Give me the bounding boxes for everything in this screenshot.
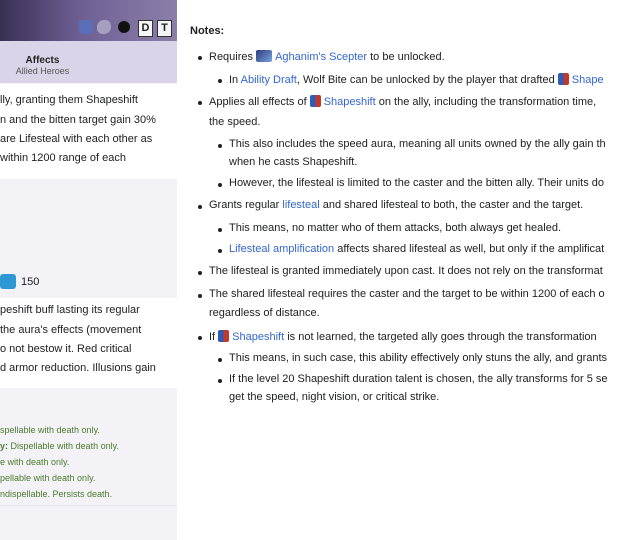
mana-cost-value: 150	[21, 276, 40, 288]
note-line: In Ability Draft, Wolf Bite can be unlocked by the player that drafted Shape	[229, 74, 604, 86]
affects-label: Affects	[25, 55, 60, 66]
ability-description	[0, 84, 177, 179]
shapeshift-icon	[558, 73, 569, 85]
ability-header	[0, 0, 177, 41]
bullet	[198, 56, 202, 60]
note-line: The shared lifesteal requires the caster and the target to be within 1200 of each o	[209, 288, 605, 300]
bullet	[218, 228, 222, 232]
panel-footer	[0, 505, 177, 540]
affects-value: Allied Heroes	[15, 66, 70, 76]
bullet	[198, 336, 202, 340]
bullet	[218, 379, 222, 383]
ability-notes-box	[0, 298, 177, 388]
bullet	[198, 294, 202, 298]
notes-heading: Notes:	[190, 25, 225, 37]
wolf-icon[interactable]	[97, 20, 111, 34]
t-button[interactable]: T	[157, 20, 172, 37]
bullet	[198, 205, 202, 209]
bullet	[198, 271, 202, 275]
note-line: This also includes the speed aura, meaning all units owned by the ally gain th	[229, 138, 606, 150]
note-line-cont: when he casts Shapeshift.	[229, 156, 358, 168]
description-line: are Lifesteal with each other as	[0, 133, 153, 145]
affects-section	[0, 41, 177, 83]
bullet	[218, 249, 222, 253]
talent-line: d armor reduction. Illusions gain	[0, 362, 156, 374]
talent-line: o not bestow it. Red critical	[0, 343, 132, 355]
bullet	[218, 358, 222, 362]
shapeshift-icon	[218, 330, 229, 342]
note-line-cont: regardless of distance.	[209, 307, 320, 319]
lifesteal-link[interactable]: lifesteal	[282, 199, 320, 211]
note-line: However, the lifesteal is limited to the caster and the bitten ally. Their units do	[229, 177, 605, 189]
note-line: Lifesteal amplification affects shared lifesteal as well, but only if the amplificat	[229, 243, 605, 255]
note-line: Applies all effects of Shapeshift on the ally, including the transformation time,	[209, 96, 597, 108]
description-line: lly, granting them Shapeshift	[0, 94, 138, 106]
dispel-line: ndispellable. Persists death.	[0, 489, 113, 499]
mana-cost-row	[0, 274, 177, 294]
bullet	[218, 79, 222, 83]
dispel-line: e with death only.	[0, 457, 70, 467]
talent-line: peshift buff lasting its regular	[0, 304, 140, 316]
ability-panel	[0, 0, 177, 540]
shapeshift-link[interactable]: Shapeshift	[323, 96, 376, 108]
shapeshift-link[interactable]: Shape	[571, 74, 604, 86]
note-line: If the level 20 Shapeshift duration talent is chosen, the ally transforms for 5 se	[229, 373, 608, 385]
description-line: n and the bitten target gain 30%	[0, 114, 156, 126]
dispel-line: pellable with death only.	[0, 473, 96, 483]
notes-section	[190, 0, 640, 540]
note-line: This means, no matter who of them attacks, both always get healed.	[229, 222, 562, 234]
ability-draft-link[interactable]: Ability Draft	[240, 74, 297, 86]
shapeshift-link[interactable]: Shapeshift	[232, 331, 285, 343]
note-line-cont: get the speed, night vision, or critical strike.	[229, 391, 440, 403]
bullet	[218, 144, 222, 148]
bullet	[198, 101, 202, 105]
description-line: within 1200 range of each	[0, 152, 126, 164]
note-line: If Shapeshift is not learned, the targeted ally goes through the transformation	[209, 331, 597, 343]
lifesteal-amplification-link[interactable]: Lifesteal amplification	[229, 243, 335, 255]
mana-icon	[0, 274, 16, 289]
talent-line: the aura's effects (movement	[0, 324, 142, 336]
bullet	[218, 183, 222, 187]
dispel-line: y: Dispellable with death only.	[0, 441, 119, 451]
scepter-icon	[256, 50, 272, 62]
scepter-icon[interactable]	[79, 20, 93, 34]
note-line: Requires Aghanim's Scepter to be unlocked.	[209, 51, 445, 63]
note-line: The lifesteal is granted immediately upon cast. It does not rely on the transformat	[209, 265, 603, 277]
note-line: This means, in such case, this ability effectively only stuns the ally, and grants	[229, 352, 608, 364]
note-line-cont: the speed.	[209, 116, 261, 128]
aghanims-scepter-link[interactable]: Aghanim's Scepter	[275, 51, 368, 63]
shapeshift-icon	[310, 95, 321, 107]
note-line: Grants regular lifesteal and shared lifesteal to both, the caster and the target.	[209, 199, 584, 211]
disc-icon[interactable]	[118, 21, 130, 33]
dispel-line: spellable with death only.	[0, 425, 100, 435]
d-button[interactable]: D	[138, 20, 153, 37]
